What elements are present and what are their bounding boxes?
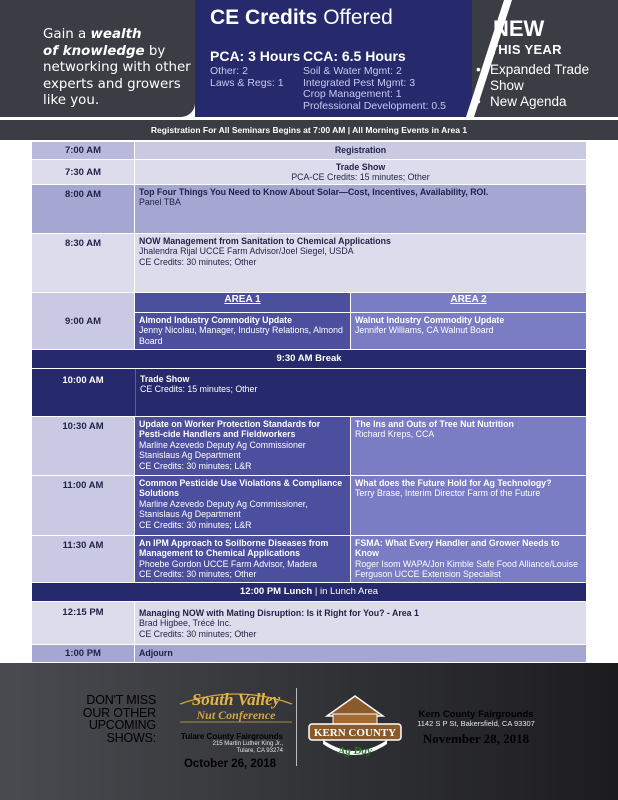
break-row: 9:30 AM Break <box>32 350 586 368</box>
area-2-session: What does the Future Hold for Ag Technology? Terry Brase, Interim Director Farm of the Future <box>351 476 586 535</box>
cca-hours: CCA: 6.5 Hours <box>303 48 406 64</box>
table-row <box>32 185 586 233</box>
time-cell: 8:00 AM <box>32 185 134 233</box>
area-2-session: FSMA: What Every Handler and Grower Needs to Know Roger Isom WAPA/Jon Kimble Safe Food Alliance/Louise Ferguson UCCE Extension Specialist <box>351 536 586 582</box>
area-1-session: Update on Worker Protection Standards for Pesti-cide Handlers and Fieldworkers Marline Azevedo Deputy Ag Commissioner Stanislaus Ag Department CE Credits: 30 minutes; L&R <box>135 417 350 475</box>
table-row <box>32 160 586 184</box>
table-row <box>32 602 586 644</box>
south-valley-nut-conference-logo <box>176 686 296 726</box>
svg-text:KERN COUNTY: KERN COUNTY <box>313 727 397 739</box>
table-row <box>32 142 586 159</box>
header-banner <box>0 0 618 120</box>
table-row <box>32 313 586 349</box>
networking-tagline: Gain a wealth of knowledge by networking with other experts and growers like you. <box>43 27 191 108</box>
area-1-session: Common Pesticide Use Violations & Compliance Solutions Marline Azevedo Deputy Ag Commissioner, Stanislaus Ag Department CE Credits: 30 minutes; L&R <box>135 476 350 535</box>
pca-hours: PCA: 3 Hours <box>210 48 301 64</box>
session-cell: Trade Show PCA-CE Credits: 15 minutes; Other <box>135 160 586 184</box>
area-2-session: The Ins and Outs of Tree Nut Nutrition Richard Kreps, CCA <box>351 417 586 475</box>
time-cell: 7:00 AM <box>32 142 134 159</box>
list-item: • New Agenda <box>476 94 567 109</box>
kern-county-ag-day-logo <box>305 688 405 768</box>
new-title: NEW <box>493 16 545 41</box>
footer-divider <box>296 688 297 766</box>
kern-county-date: November 28, 2018 <box>422 731 530 746</box>
session-cell: Top Four Things You Need to Know About Solar—Cost, Incentives, Availability, ROI. Panel TBA <box>135 185 586 233</box>
registration-bar: Registration For All Seminars Begins at 7:00 AM | All Morning Events in Area 1 <box>0 120 618 140</box>
time-cell: 10:00 AM <box>62 375 104 386</box>
area-header-row <box>32 293 586 312</box>
pca-breakdown: Other: 2 Laws & Regs: 1 <box>210 65 284 89</box>
svg-text:Nut Conference: Nut Conference <box>196 708 276 722</box>
cca-breakdown: Soil & Water Mgmt: 2 Integrated Pest Mgmt: 3 Crop Management: 1 Professional Development: 0.5 <box>303 65 446 112</box>
kern-county-fairgrounds: Kern County Fairgrounds <box>418 709 534 720</box>
time-cell: 10:30 AM <box>32 417 134 475</box>
time-cell: 7:30 AM <box>32 160 134 184</box>
area-1-session: Almond Industry Commodity Update Jenny Nicolau, Manager, Industry Relations, Almond Board <box>135 313 350 349</box>
this-year-subtitle: THIS YEAR <box>490 42 562 57</box>
svnc-location: Tulare County Fairgrounds <box>180 732 283 741</box>
header-left-panel <box>0 0 195 117</box>
svg-text:Ag Day: Ag Day <box>338 745 372 757</box>
time-cell: 1:00 PM <box>32 645 134 662</box>
svg-text:South Valley: South Valley <box>191 690 281 709</box>
session-cell: Managing NOW with Mating Disruption: Is it Right for You? - Area 1 Brad Higbee, Trécé Inc. CE Credits: 30 minutes; Other <box>135 602 586 644</box>
time-cell: 9:00 AM <box>32 293 134 349</box>
session-cell: Registration <box>135 142 586 159</box>
kern-county-address: 1142 S P St, Bakersfield, CA 93307 <box>417 719 535 728</box>
table-row <box>32 369 586 416</box>
table-row <box>32 536 586 582</box>
svnc-address: 215 Martin Luther King Jr., Tulare, CA 93274 <box>212 741 283 754</box>
schedule-table <box>32 142 586 662</box>
table-row <box>32 417 586 475</box>
time-cell: 12:15 PM <box>32 602 134 644</box>
session-cell: Trade Show CE Credits: 15 minutes; Other <box>135 369 586 416</box>
svnc-date: October 26, 2018 <box>183 758 277 770</box>
list-item: • Expanded Trade Show <box>476 62 590 93</box>
time-cell: 8:30 AM <box>32 234 134 292</box>
new-features-list <box>476 62 618 110</box>
area-1-session: An IPM Approach to Soilborne Diseases from Management to Chemical Applications Phoebe Gordon UCCE Farm Advisor, Madera CE Credits: 30 minutes; Other <box>135 536 350 582</box>
session-cell: Adjourn <box>135 645 586 662</box>
time-cell: 11:30 AM <box>32 536 134 582</box>
area-2-session: Walnut Industry Commodity Update Jennifer Williams, CA Walnut Board <box>351 313 586 349</box>
lunch-row: 12:00 PM Lunch | in Lunch Area <box>32 583 586 601</box>
session-cell: NOW Management from Sanitation to Chemical Applications Jhalendra Rijal UCCE Farm Advisor/Joel Siegel, USDA CE Credits: 30 minutes; Other <box>135 234 586 292</box>
ce-credits-title: CE Credits Offered <box>210 6 393 29</box>
dont-miss-text: DON'T MISS OUR OTHER UPCOMING SHOWS: <box>82 693 156 745</box>
table-row <box>32 234 586 292</box>
table-row <box>32 645 586 662</box>
time-cell: 11:00 AM <box>32 476 134 535</box>
area-2-header: AREA 2 <box>351 293 586 312</box>
area-1-header: AREA 1 <box>135 293 350 312</box>
table-row <box>32 476 586 535</box>
